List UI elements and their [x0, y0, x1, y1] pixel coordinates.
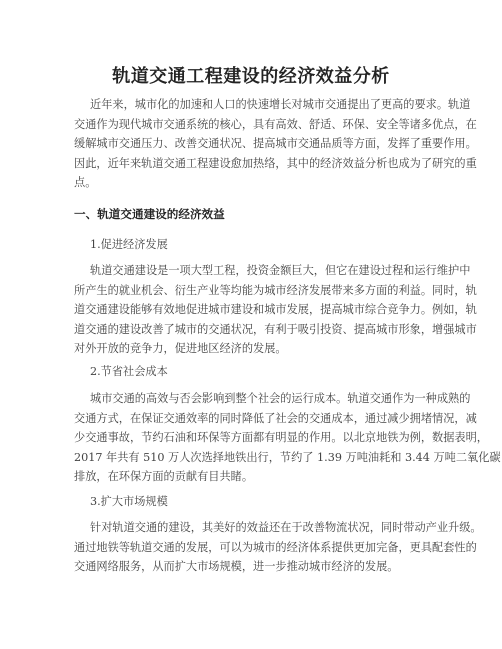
- paragraph-line: 因此，近年来轨道交通工程建设愈加热络，其中的经济效益分析也成为了研究的重: [74, 156, 477, 170]
- paragraph-line: 点。: [74, 176, 97, 190]
- paragraph-line: 少交通事故，节约石油和环保等方面都有明显的作用。以北京地铁为例，数据表明，: [74, 431, 488, 445]
- paragraph-line: 道交通的建设改善了城市的交通状况，有利于吸引投资、提高城市形象，增强城市: [74, 322, 477, 336]
- paragraph-line: 道交通建设能够有效地促进城市建设和城市发展，提高城市综合竞争力。例如，轨: [74, 303, 477, 317]
- paragraph-line: 交通方式，在保证交通效率的同时降低了社会的交通成本，通过减少拥堵情况，减: [74, 411, 477, 425]
- paragraph-line: 缓解城市交通压力、改善交通状况、提高城市交通品质等方面，发挥了重要作用。: [74, 137, 477, 151]
- subsection-heading: 2.节省社会成本: [90, 365, 168, 378]
- paragraph-line: 近年来，城市化的加速和人口的快速增长对城市交通提出了更高的要求。轨道: [90, 98, 471, 111]
- subsection-paragraph: [74, 389, 501, 487]
- subsection-paragraph: [74, 518, 482, 577]
- paragraph-line: 对外开放的竞争力，促进地区经济的发展。: [74, 342, 287, 356]
- paragraph-line: 轨道交通建设是一项大型工程，投资金额巨大，但它在建设过程和运行维护中: [90, 264, 471, 277]
- paragraph-line: 所产生的就业机会、衍生产业等均能为城市经济发展带来多方面的利益。同时，轨: [74, 283, 477, 297]
- paragraph-line: 通过地铁等轨道交通的发展，可以为城市的经济体系提供更加完备，更具配套性的: [74, 540, 477, 554]
- paragraph-line: 城市交通的高效与否会影响到整个社会的运行成本。轨道交通作为一种成熟的: [90, 392, 471, 405]
- paragraph-line: 2017 年共有 510 万人次选择地铁出行，节约了 1.39 万吨油耗和 3.44 万吨二氧化碳: [74, 450, 501, 464]
- paragraph-line: 交通作为现代城市交通系统的核心，具有高效、舒适、环保、安全等诸多优点，在: [74, 117, 477, 131]
- intro-paragraph: [74, 95, 477, 193]
- document-title: 轨道交通工程建设的经济效益分析: [112, 66, 390, 87]
- subsection-paragraph: [74, 261, 477, 359]
- paragraph-line: 交通网络服务，从而扩大市场规模，进一步推动城市经济的发展。: [74, 560, 399, 574]
- paragraph-line: 排放，在环保方面的贡献有目共睹。: [74, 470, 254, 484]
- subsection-heading: 3.扩大市场规模: [90, 495, 168, 508]
- paragraph-line: 针对轨道交通的建设，其美好的效益还在于改善物流状况，同时带动产业升级。: [90, 521, 482, 534]
- section-heading: 一、轨道交通建设的经济效益: [74, 207, 225, 221]
- subsection-heading: 1.促进经济发展: [90, 238, 168, 251]
